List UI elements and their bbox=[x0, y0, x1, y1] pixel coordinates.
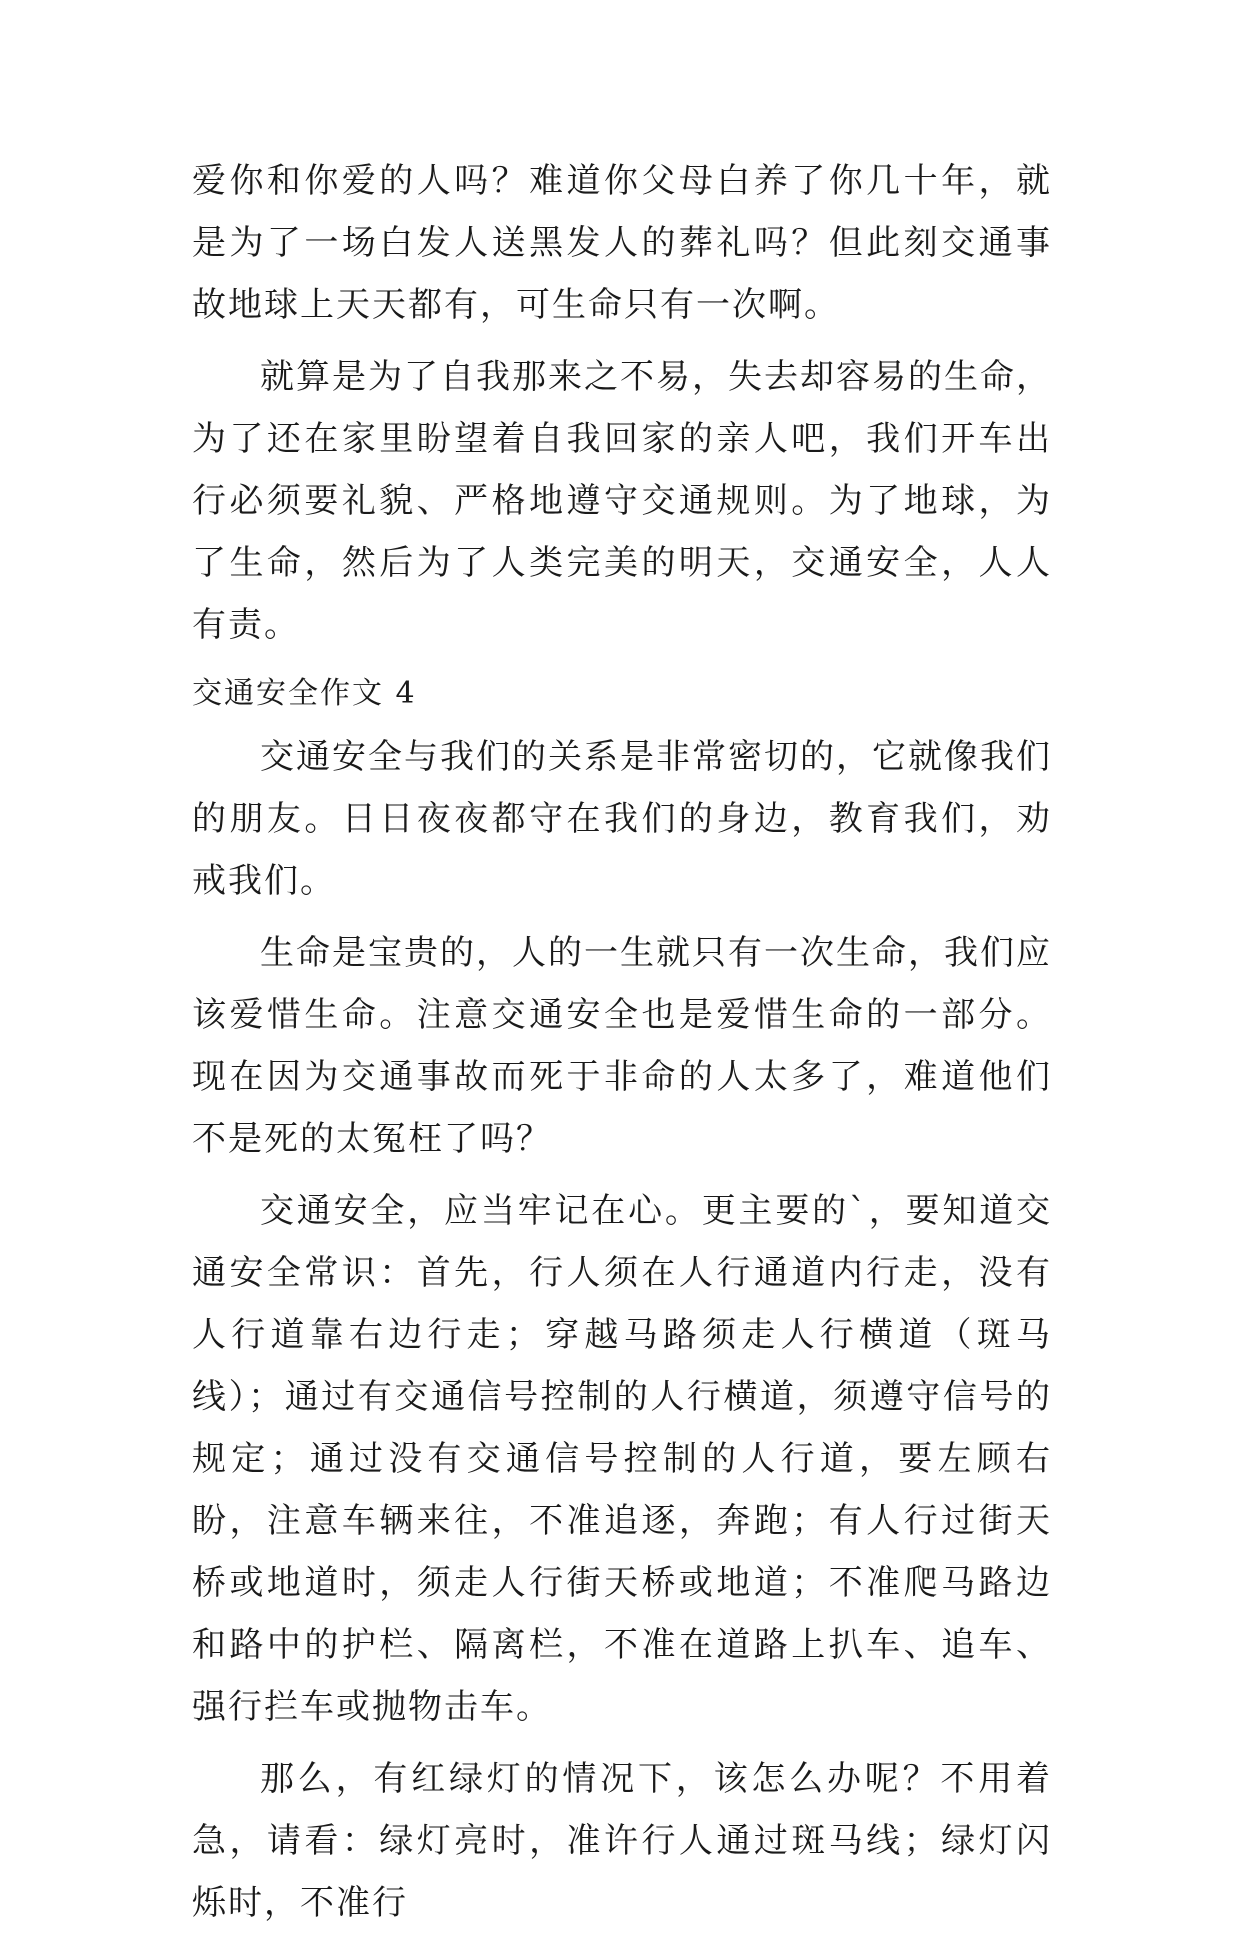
paragraph: 生命是宝贵的，人的一生就只有一次生命，我们应该爱惜生命。注意交通安全也是爱惜生命的一部分。现在因为交通事故而死于非命的人太多了，难道他们不是死的太冤枉了吗？ bbox=[192, 933, 1052, 1159]
paragraph: 交通安全与我们的关系是非常密切的，它就像我们的朋友。日日夜夜都守在我们的身边，教育我们，劝戒我们。 bbox=[192, 737, 1052, 901]
paragraph-continued: 爱你和你爱的人吗？难道你父母白养了你几十年，就是为了一场白发人送黑发人的葬礼吗？但此刻交通事故地球上天天都有，可生命只有一次啊。 bbox=[192, 161, 1052, 325]
paragraph: 就算是为了自我那来之不易，失去却容易的生命，为了还在家里盼望着自我回家的亲人吧，我们开车出行必须要礼貌、严格地遵守交通规则。为了地球，为了生命，然后为了人类完美的明天，交通安全，人人有责。 bbox=[192, 357, 1052, 645]
paragraph: 那么，有红绿灯的情况下，该怎么办呢？不用着急，请看：绿灯亮时，准许行人通过斑马线；绿灯闪烁时，不准行 bbox=[192, 1759, 1052, 1923]
document-body bbox=[192, 150, 1052, 1944]
paragraph: 交通安全，应当牢记在心。更主要的`，要知道交通安全常识：首先，行人须在人行通道内行走，没有人行道靠右边行走；穿越马路须走人行横道（斑马线）；通过有交通信号控制的人行横道，须遵守信号的规定；通过没有交通信号控制的人行道，要左顾右盼，注意车辆来往，不准追逐，奔跑；有人行过街天桥或地道时，须走人行街天桥或地道；不准爬马路边和路中的护栏、隔离栏，不准在道路上扒车、追车、强行拦车或抛物击车。 bbox=[192, 1191, 1052, 1727]
section-heading: 交通安全作文 4 bbox=[192, 676, 417, 711]
